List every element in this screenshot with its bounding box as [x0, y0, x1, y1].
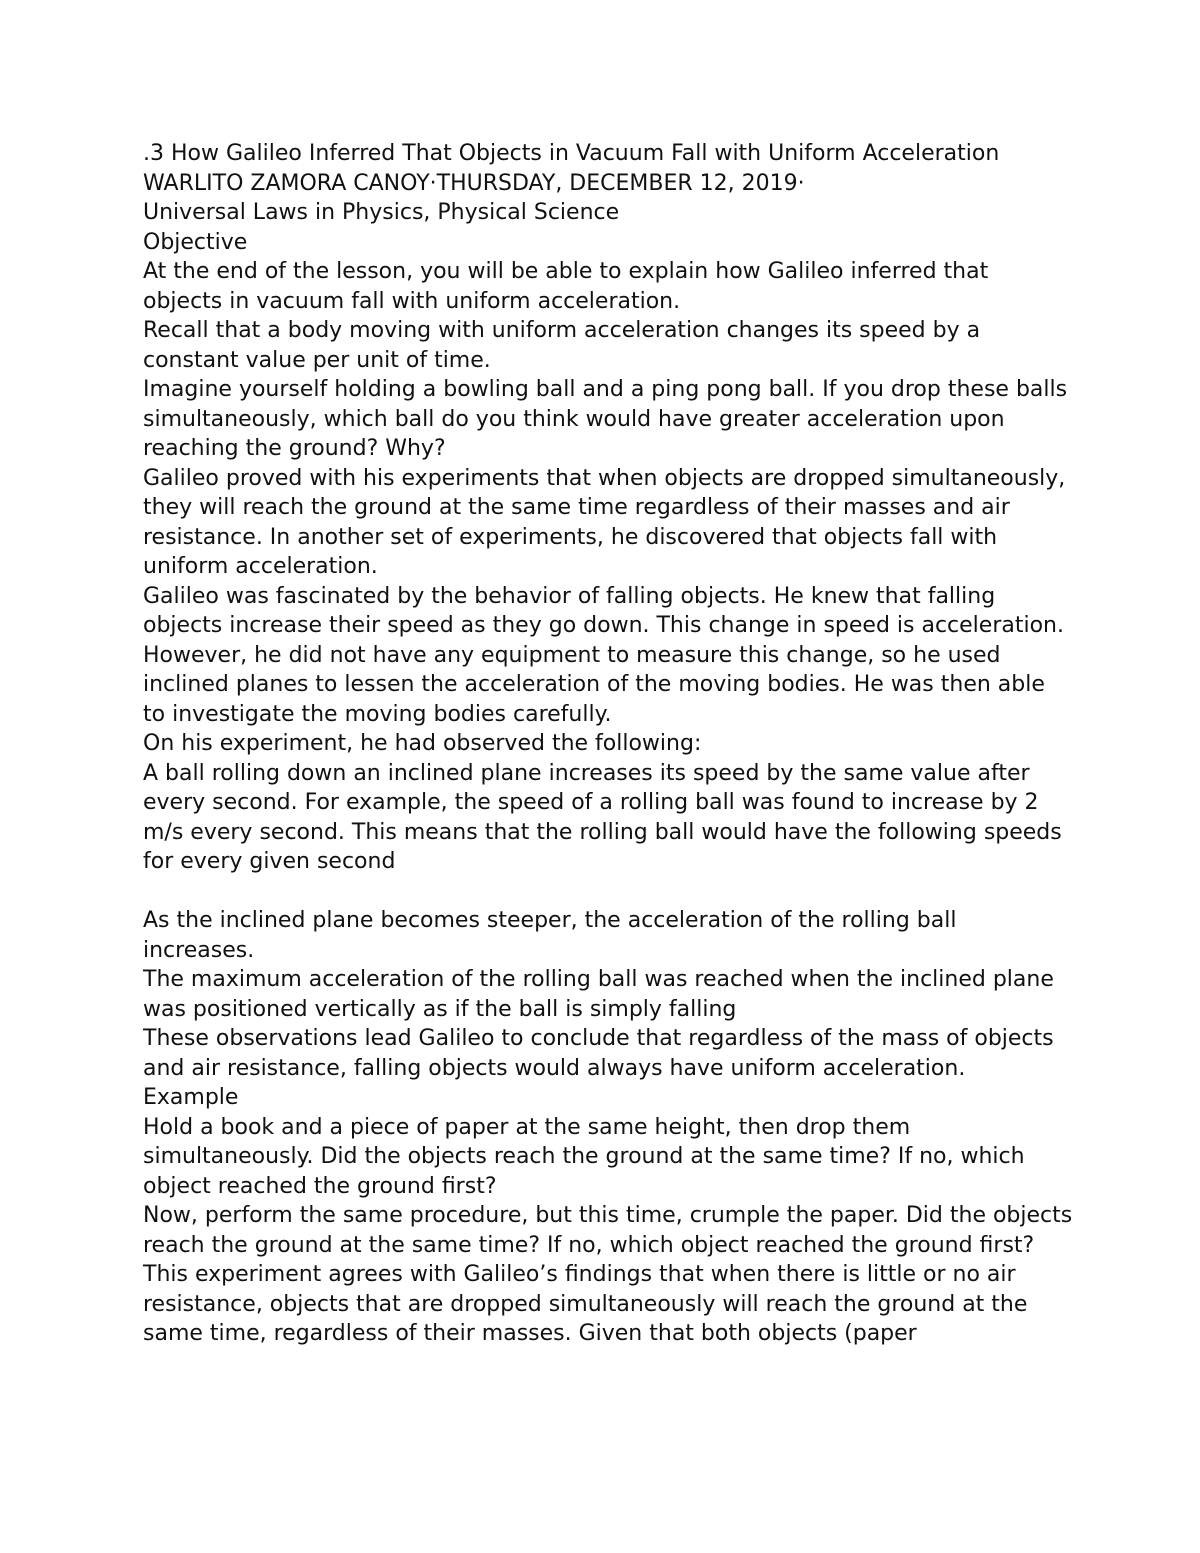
document-byline: WARLITO ZAMORA CANOY·THURSDAY, DECEMBER 12, 2019· [143, 170, 805, 196]
objective-text: At the end of the lesson, you will be able to explain how Galileo inferred that objects in vacuum fall with uniform acceleration. [143, 259, 989, 314]
paragraph-observed: On his experiment, he had observed the following: [143, 731, 702, 756]
document-category: Universal Laws in Physics, Physical Science [143, 200, 620, 225]
paragraph-bowling-ball: Imagine yourself holding a bowling ball and a ping pong ball. If you drop these balls simultaneously, which ball do you think would have greater acceleration upon reaching the ground? Why? [143, 377, 1068, 461]
example-book-paper: Hold a book and a piece of paper at the same height, then drop them simultaneously. Did the objects reach the ground at the same time? If no, which object reached the ground first? [143, 1114, 1025, 1199]
paragraph-maximum-acceleration: The maximum acceleration of the rolling ball was reached when the inclined plane was positioned vertically as if the ball is simply falling [143, 967, 1054, 1022]
example-heading: Example [143, 1085, 239, 1110]
objective-heading: Objective [143, 229, 248, 255]
paragraph-galileo-experiments: Galileo proved with his experiments that when objects are dropped simultaneously, they will reach the ground at the same time regardless of their masses and air resistance. In another set of experiments, he discovered that objects fall with uniform acceleration. [143, 465, 1066, 579]
paragraph-rolling-ball: A ball rolling down an inclined plane increases its speed by the same value after every second. For example, the speed of a rolling ball was found to increase by 2 m/s every second. This means that the rolling ball would have the following speeds for every given second [143, 760, 1062, 874]
paragraph-falling-objects: Galileo was fascinated by the behavior of falling objects. He knew that falling objects increase their speed as they go down. This change in speed is acceleration. However, he did not have any equipment to measure this change, so he used inclined planes to lessen the acceleration of the moving bodies. He was then able to investigate the moving bodies carefully. [143, 583, 1064, 727]
example-agreement: This experiment agrees with Galileo’s findings that when there is little or no air resistance, objects that are dropped simultaneously will reach the ground at the same time, regardless of their masses. Given that both objects (paper [143, 1262, 1028, 1346]
blank-line [143, 877, 1073, 907]
document-body [143, 139, 1073, 1349]
paragraph-conclusion: These observations lead Galileo to conclude that regardless of the mass of objects and air resistance, falling objects would always have uniform acceleration. [143, 1026, 1054, 1081]
paragraph-steeper-plane: As the inclined plane becomes steeper, the acceleration of the rolling ball increases. [143, 908, 957, 963]
paragraph-uniform-acceleration: Recall that a body moving with uniform acceleration changes its speed by a constant value per unit of time. [143, 318, 981, 373]
document-title: .3 How Galileo Inferred That Objects in Vacuum Fall with Uniform Acceleration [143, 141, 1000, 166]
example-crumple-paper: Now, perform the same procedure, but this time, crumple the paper. Did the objects reach the ground at the same time? If no, which object reached the ground first? [143, 1203, 1073, 1258]
